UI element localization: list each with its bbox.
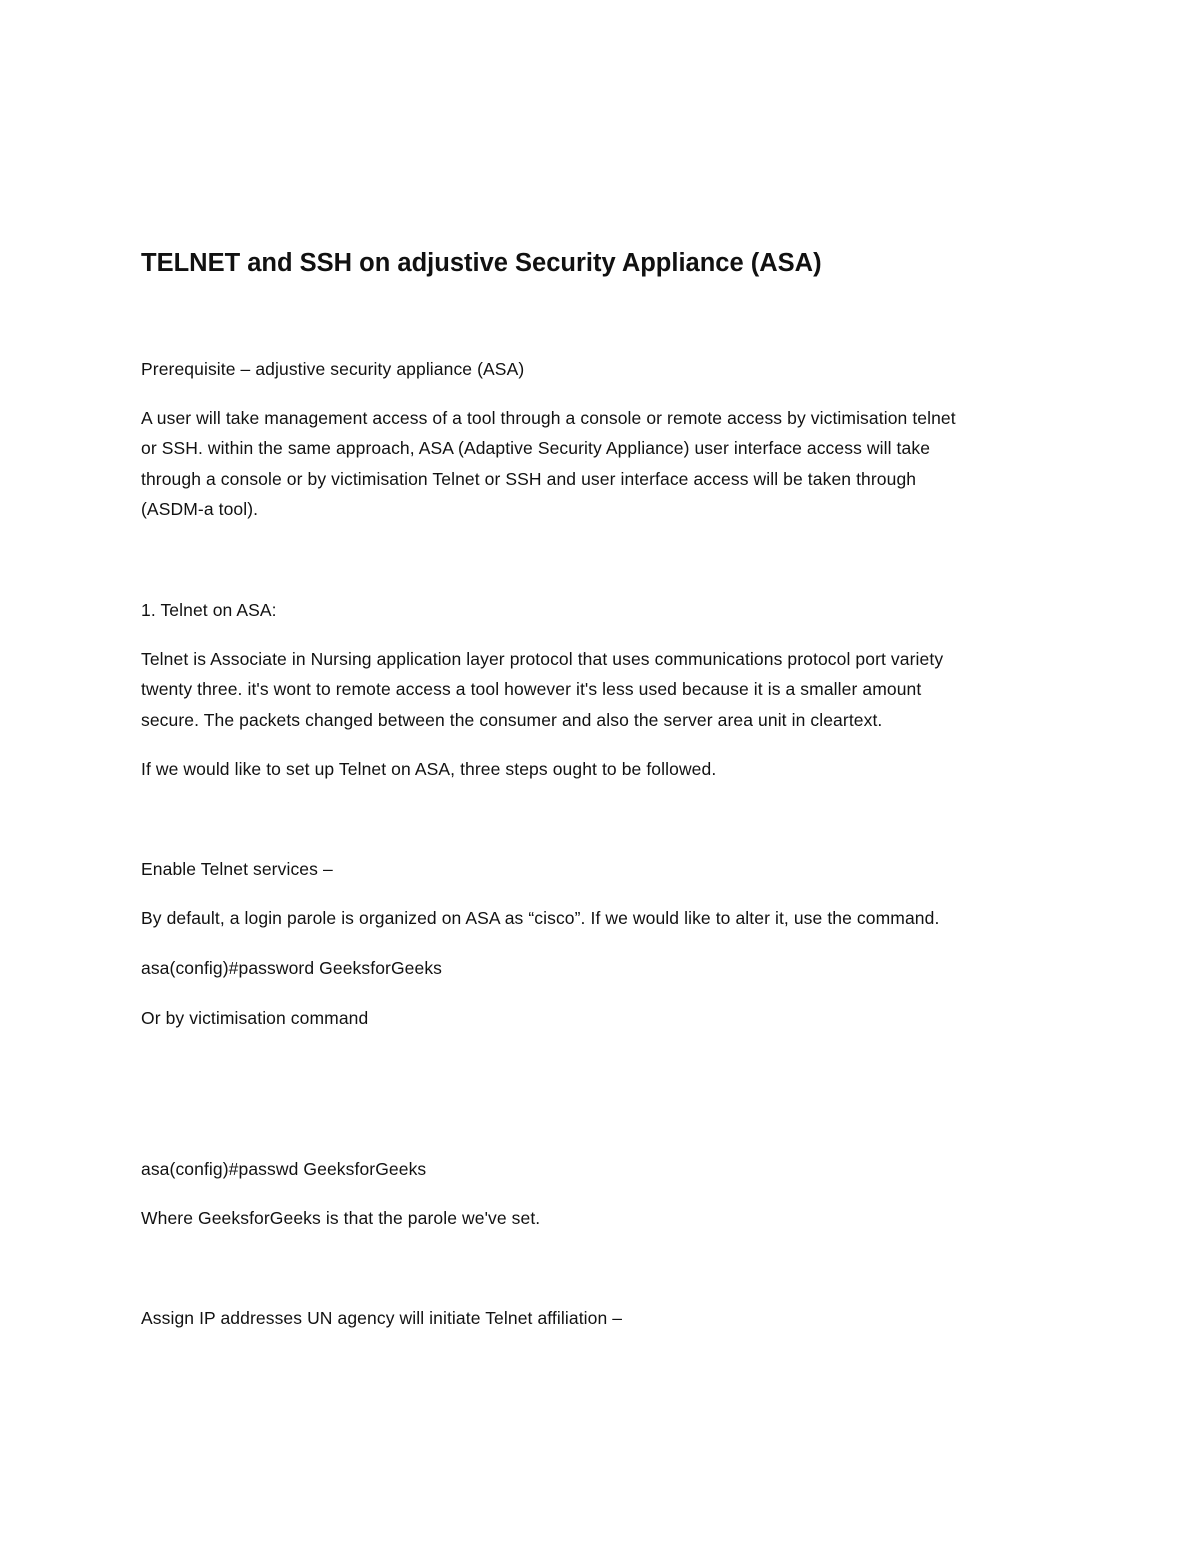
section-heading-telnet: 1. Telnet on ASA: bbox=[141, 600, 277, 620]
enable-telnet-heading: Enable Telnet services – bbox=[141, 859, 333, 879]
document-title: TELNET and SSH on adjustive Security Appliance (ASA) bbox=[141, 249, 822, 277]
command-passwd-line: asa(config)#passwd GeeksforGeeks bbox=[141, 1159, 427, 1179]
telnet-line-2: twenty three. it's wont to remote access a tool however it's less used because it is a smaller amount bbox=[141, 679, 922, 699]
telnet-line-1: Telnet is Associate in Nursing application layer protocol that uses communications protocol port variety bbox=[141, 649, 944, 669]
intro-line-3: through a console or by victimisation Telnet or SSH and user interface access will be taken through bbox=[141, 469, 917, 489]
intro-line-4: (ASDM-a tool). bbox=[141, 499, 259, 519]
default-password-line: By default, a login parole is organized on ASA as “cisco”. If we would like to alter it, use the command. bbox=[141, 908, 940, 928]
telnet-line-3: secure. The packets changed between the consumer and also the server area unit in cleartext. bbox=[141, 710, 883, 730]
prerequisite-line: Prerequisite – adjustive security appliance (ASA) bbox=[141, 359, 525, 379]
assign-ip-heading: Assign IP addresses UN agency will initiate Telnet affiliation – bbox=[141, 1308, 623, 1328]
or-command-line: Or by victimisation command bbox=[141, 1008, 369, 1028]
intro-line-2: or SSH. within the same approach, ASA (Adaptive Security Appliance) user interface access will take bbox=[141, 438, 931, 458]
where-line: Where GeeksforGeeks is that the parole we've set. bbox=[141, 1208, 541, 1228]
steps-intro-line: If we would like to set up Telnet on ASA, three steps ought to be followed. bbox=[141, 759, 717, 779]
command-password-line: asa(config)#password GeeksforGeeks bbox=[141, 958, 443, 978]
intro-line-1: A user will take management access of a tool through a console or remote access by victimisation telnet bbox=[141, 408, 956, 428]
